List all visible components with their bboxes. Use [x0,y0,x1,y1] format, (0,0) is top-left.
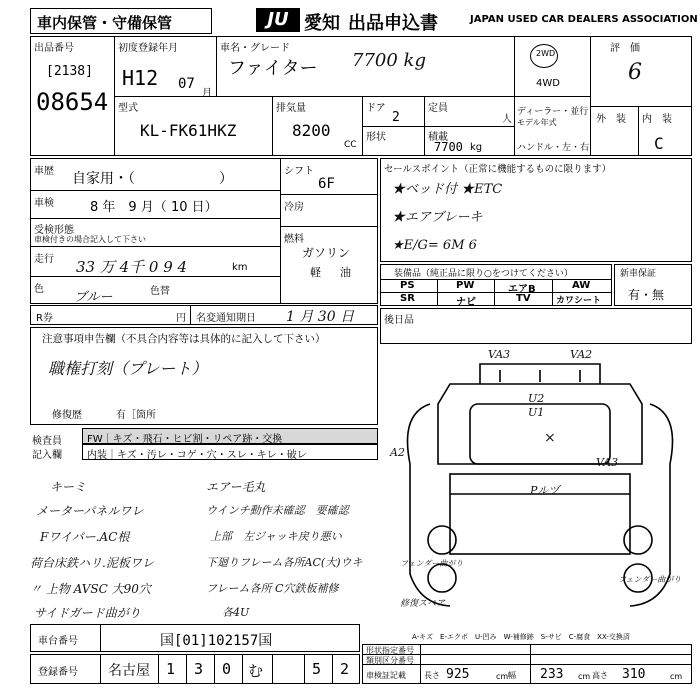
grade-label: 評 価 [610,43,640,54]
length-unit: cm [496,672,509,681]
height-label: 高さ [592,671,608,680]
cap-unit: 人 [502,114,512,125]
org-name: 愛知 [304,13,340,34]
mileage-value: 33 万 4千 0 9 4 [76,258,188,276]
new-car-value: 有・無 [628,288,665,302]
memo-7: エアー毛丸 [206,480,266,494]
chassis-label: 車台番号 [38,636,78,647]
recv-note: 車検付きの場合記入して下さい [34,235,146,244]
r-value: 円 [176,313,186,324]
inspect-value: 8 年 9 月（ 10 日） [90,200,218,215]
diag-label-fender-l: フェンダー曲がり [400,559,464,568]
sales-title: セールスポイント（正常に機能するものに限ります） [384,164,612,175]
equip-pw: PW [456,280,475,291]
cap-label: 定員 [428,103,448,114]
load-value: 7700 [434,140,463,154]
lot-top: [2138] [46,64,93,79]
r-label: R券 [36,313,53,324]
ext-label: 外 装 [596,114,626,125]
cooler-label: 冷房 [284,202,304,213]
equip-navi: ナビ [456,297,476,308]
sales-point-2: ★エアブレーキ [392,210,483,225]
int-value: C [654,134,664,153]
door-value: 2 [392,110,400,125]
height-value: 310 [622,667,646,682]
diag-label-va3-top: VA3 [488,348,511,361]
color-label: 色 [34,284,44,295]
door-label: ドア [366,103,386,114]
color-value: ブルー [74,290,113,305]
memo-12: 各4U [222,606,250,619]
memo-6: サイドガード曲がり [34,606,141,620]
diag-label-fender-r: フェンダー曲がり [618,575,682,584]
width-unit: cm [578,672,591,681]
width-value: 233 [540,667,564,682]
diagram-legend: A-キズ E-エクボ U-凹み W-補修跡 S-サビ C-腐食 XX-交換済 [412,633,630,641]
diag-label-va2: VA2 [570,348,593,361]
model-label: 型式 [118,103,138,114]
dims-label: 車検証記載 [366,671,406,680]
ju-logo: JU [256,8,300,32]
shift-value: 6F [318,176,335,192]
interior-row: 内装｜キズ・汚レ・コゲ・穴・スレ・キレ・破レ [82,444,378,460]
diag-label-x: × [544,430,556,446]
car-name: ファイター [228,58,318,79]
diag-label-p: Pルヅ [530,484,560,497]
height-unit: cm [670,672,683,681]
weight-hand: 7700 kg [352,50,426,71]
truck-diagram [380,344,692,630]
fw-row: FW｜キズ・飛石・ヒビ割・リペア跡・交換 [82,428,378,444]
hist-value: 自家用・（ ） [72,171,233,187]
reg-no-digit-2: 3 [194,660,204,678]
model-year-label: モデル年式 [517,118,557,127]
name-change-label: 名変通知期日 [196,313,256,324]
disp-value: 8200 [292,121,331,140]
inspect-col-label: 検査員 [32,436,62,447]
reg-no-kana: む [248,662,264,680]
later-title: 後日品 [384,315,414,326]
equip-airbag: エアB [508,284,536,295]
disp-unit: CC [344,140,357,150]
hist-label: 車歴 [34,166,54,177]
dims-header2: 類別区分番号 [366,656,414,665]
memo-4: 荷台床鉄ハリ.泥板ワレ [30,556,154,570]
fuel-oil: 油 [340,266,351,279]
equip-aw: AW [572,280,591,291]
color-change: 色替 [150,286,170,297]
memo-8: ウインチ動作未確認 要確認 [206,504,349,517]
notes-title: 注意事項申告欄（不具合内容等は具体的に記入して下さい） [42,333,326,345]
memo-3: Fワイパー.AC根 [40,530,130,544]
reg-no-digit-6: 2 [340,660,350,678]
handle-label: ハンドル・左・右 [517,143,590,153]
name-label: 車名・グレード [220,43,290,54]
reg-no-label: 登録番号 [38,667,78,678]
length-value: 925 [446,667,470,682]
reg-era: H12 [122,66,159,90]
equip-tv: TV [516,293,531,304]
lot-label: 出品番号 [34,43,74,54]
diag-label-u1: U1 [528,406,545,419]
notes-content: 職権打刻（プレート） [48,359,208,378]
memo-2: メーターパネルワレ [36,504,144,518]
mileage-label: 走行 [34,254,54,265]
length-label: 長さ [424,671,440,680]
diag-label-u2: U2 [528,392,545,405]
equip-sr: SR [400,293,415,304]
shift-label: シフト [284,166,314,177]
reg-no-digit-5: 5 [312,660,322,678]
reg-month: 07 [178,76,195,92]
reg-no-digit-3: 0 [222,660,232,678]
lot-number: 08654 [36,88,109,116]
width-label: 幅 [508,671,516,680]
chassis-value: 国[01]102157国 [160,633,273,649]
memo-11: フレーム各所 C穴鉄板補修 [206,582,339,595]
load-label: 積載 [428,132,448,143]
diag-label-spare: 修復スペア [400,599,446,609]
reg-no-region: 名古屋 [108,663,150,679]
memo-10: 下廻りフレーム各所AC(大)ウキ [206,556,363,569]
diag-label-va3-side: VA3 [596,456,619,469]
model-value: KL-FK61HKZ [140,121,237,140]
grade-value: 6 [628,60,642,85]
recv-label: 受検形態 [34,225,74,236]
storage-label: 車内保管・守備保管 [37,14,173,32]
mileage-unit: km [232,262,248,273]
sales-point-3: ★E/G= 6M 6 [392,238,477,253]
memo-5: 〃 上物 AVSC 大90穴 [30,582,151,596]
repair-label: 修復歴 [52,410,82,421]
int-label: 内 装 [642,114,672,125]
memo-9: 上部 左ジャッキ戻り悪い [210,530,342,543]
assoc-name: JAPAN USED CAR DEALERS ASSOCIATION [470,14,698,25]
dealer-label: ディーラー・並行 [517,107,589,117]
storage-box [30,8,212,34]
disp-label: 排気量 [276,103,306,114]
equip-seat: カワシート [556,296,602,306]
diag-label-a2: A2 [390,446,405,459]
reg-month-unit: 月 [202,88,212,99]
repair-value: 有［箇所 [116,410,156,421]
dims-header1: 形状指定番号 [366,646,414,655]
form-title: 出品申込書 [348,13,438,34]
shape-label: 形状 [366,132,386,143]
reg-no-digit-1: 1 [166,660,176,678]
name-change-value: 1 月 30 日 [286,309,355,325]
drive-2wd: 2WD [536,49,556,58]
fuel-label: 燃料 [284,234,304,245]
sales-point-1: ★ベッド付 ★ETC [392,182,503,197]
equip-ps: PS [400,280,415,291]
entry-label: 記入欄 [32,450,62,461]
inspect-label: 車検 [34,198,54,209]
new-car-title: 新車保証 [620,269,657,279]
equip-title: 装備品（純正品に限り○をつけてください） [394,269,573,279]
drive-4wd: 4WD [536,78,560,89]
fuel-light: 軽 [310,266,321,279]
load-unit: kg [470,142,483,153]
fuel-value: ガソリン [302,246,351,260]
memo-1: キーミ [50,480,87,494]
later-box [380,308,692,344]
reg-label: 初度登録年月 [118,43,178,54]
